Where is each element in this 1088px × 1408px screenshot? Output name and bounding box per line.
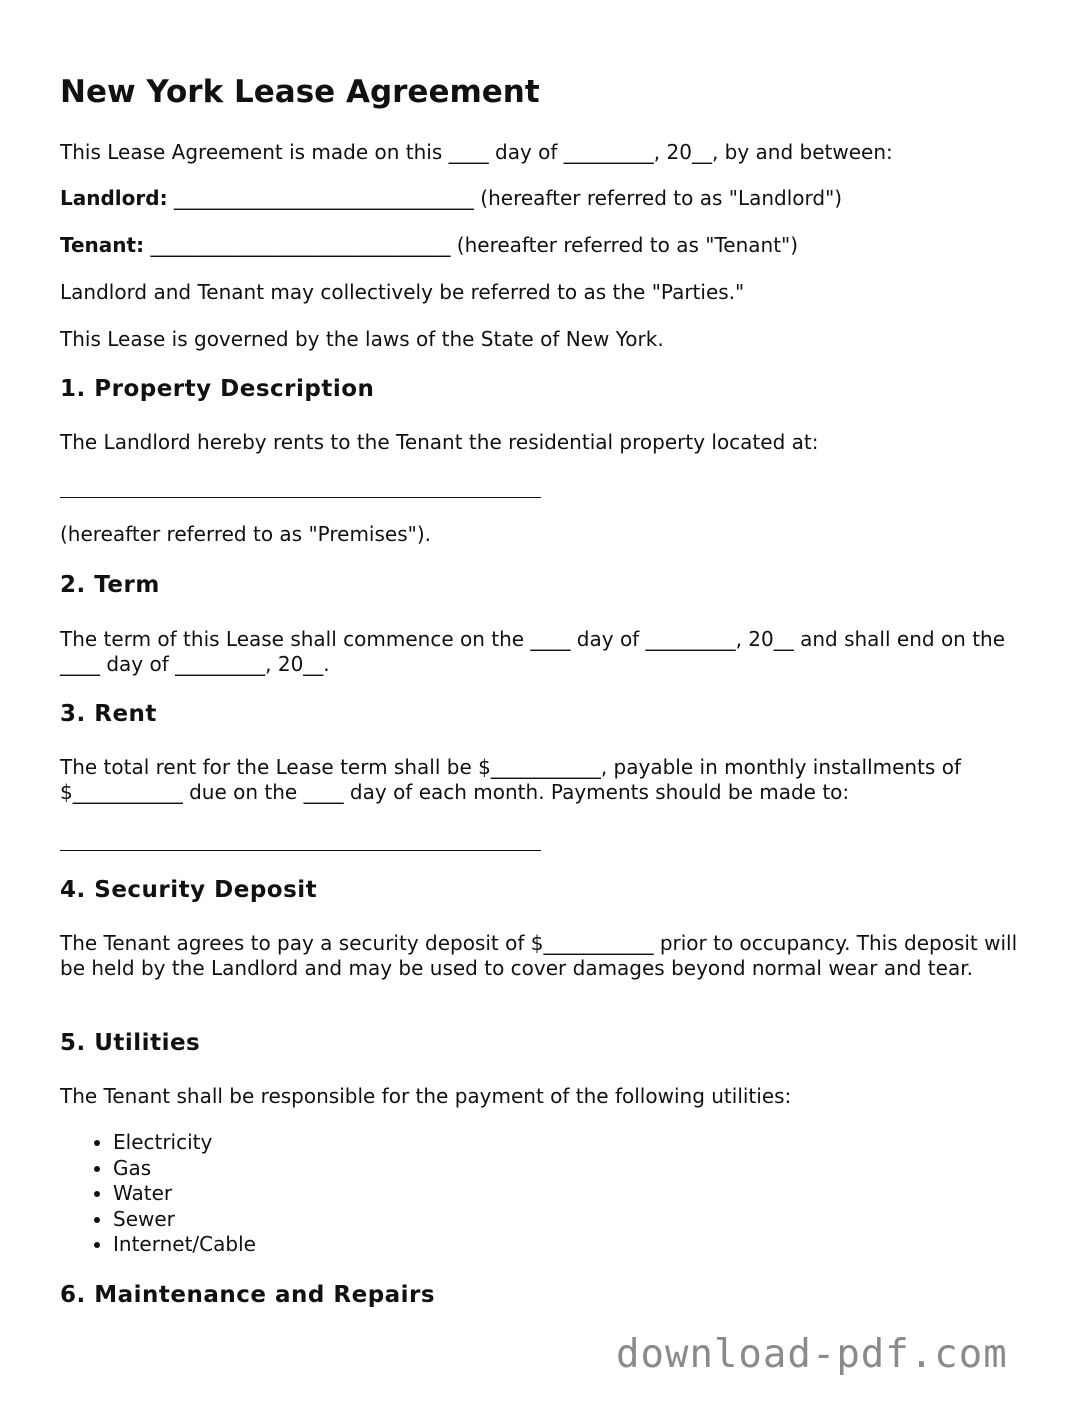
utilities-paragraph: The Tenant shall be responsible for the payment of the following utilities: [60,1084,792,1108]
deposit-paragraph: The Tenant agrees to pay a security deposit of $___________ prior to occupancy. This deposit will be held by the Landlord and may be used to cover damages beyond normal wear and tear. [60,931,1018,980]
tenant-line [60,233,1035,258]
landlord-line [60,186,1035,211]
list-item: • Sewer [113,1207,256,1233]
tenant-text: ______________________________ (hereafter referred to as "Tenant") [144,233,799,257]
rent-paragraph: The total rent for the Lease term shall be $___________, payable in monthly installments of $___________ due on the ____ day of each month. Payments should be made to: [60,755,961,804]
landlord-label: Landlord: [60,186,168,210]
list-item: • Electricity [113,1130,256,1156]
section-heading-term: 2. Term [60,572,160,598]
section-heading-rent: 3. Rent [60,701,157,727]
section-heading-utilities: 5. Utilities [60,1030,201,1056]
property-address-blank-line [60,497,541,498]
parties-paragraph: Landlord and Tenant may collectively be referred to as the "Parties." [60,280,745,304]
premises-paragraph: (hereafter referred to as "Premises"). [60,522,431,546]
payee-blank-line [60,850,541,851]
document-title: New York Lease Agreement [60,74,540,110]
watermark: download-pdf.com [616,1332,1008,1377]
section-heading-maintenance: 6. Maintenance and Repairs [60,1282,436,1308]
section-heading-deposit: 4. Security Deposit [60,877,318,903]
utilities-list [60,1130,256,1258]
list-item: • Gas [113,1156,256,1182]
intro-paragraph: This Lease Agreement is made on this ____ day of _________, 20__, by and between: [60,140,893,164]
property-paragraph: The Landlord hereby rents to the Tenant the residential property located at: [60,430,819,454]
list-item: • Water [113,1181,256,1207]
section-heading-property: 1. Property Description [60,376,375,402]
governed-paragraph: This Lease is governed by the laws of the State of New York. [60,327,664,351]
term-paragraph: The term of this Lease shall commence on the ____ day of _________, 20__ and shall end on the ____ day of _________, 20__. [60,627,1006,676]
landlord-text: ______________________________ (hereafter referred to as "Landlord") [167,186,843,210]
tenant-label: Tenant: [60,233,145,257]
list-item: • Internet/Cable [113,1232,256,1258]
